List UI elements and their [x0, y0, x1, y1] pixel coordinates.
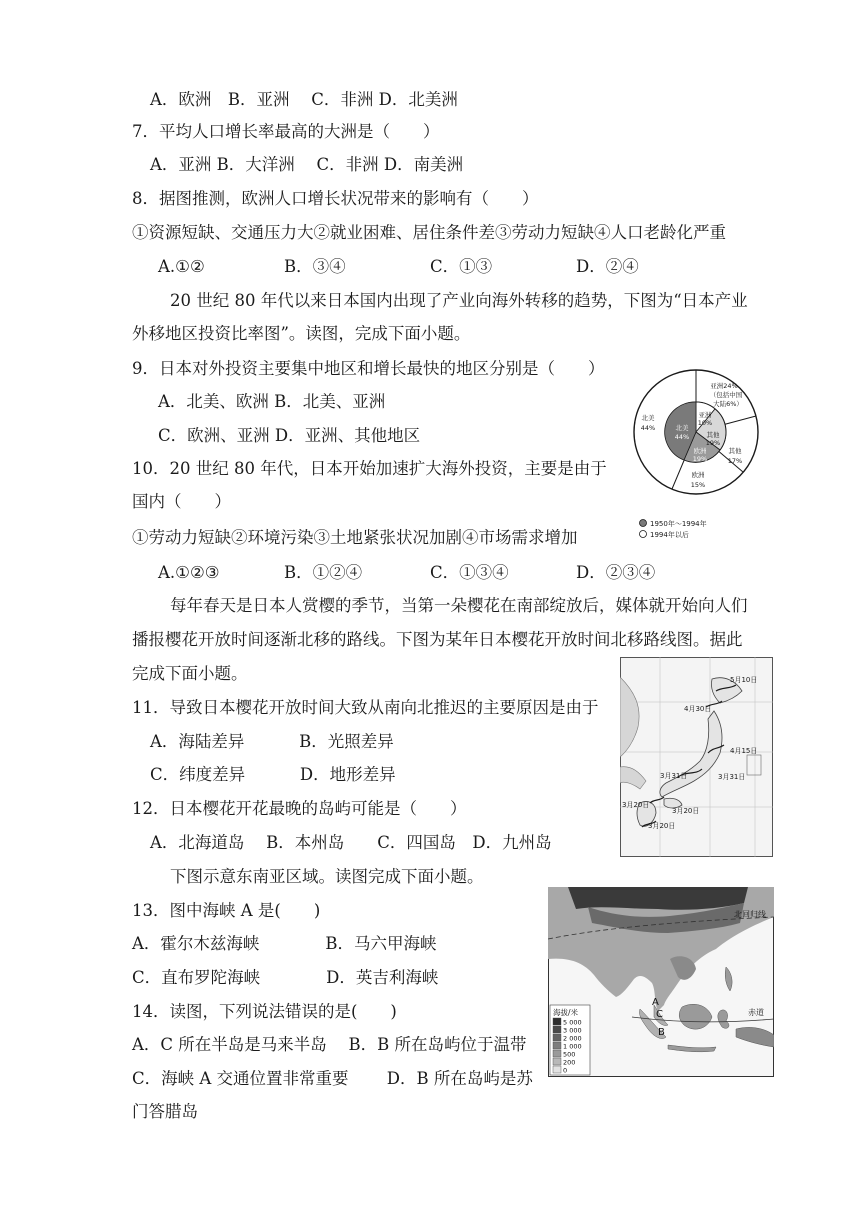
equator-label: 赤道 — [748, 1008, 764, 1017]
elevation-swatch — [553, 1058, 561, 1065]
q14-options-1: A．C 所在半岛是马来半岛 B．B 所在岛屿位于温带 — [132, 1035, 527, 1054]
q10-options — [158, 562, 655, 584]
passage-3: 下图示意东南亚区域。读图完成下面小题。 — [170, 867, 484, 886]
strait-letter-a: A — [652, 997, 659, 1008]
southeast-asia-map — [548, 887, 774, 1077]
elevation-value-label: 3 000 — [563, 1026, 582, 1035]
q14-options-2: C．海峡 A 交通位置非常重要 D．B 所在岛屿是苏 — [132, 1069, 533, 1088]
outer-label-other: 其他 — [728, 447, 742, 455]
legend-label-1950-1994: 1950年～1994年 — [650, 520, 707, 528]
elevation-value-label: 0 — [563, 1066, 568, 1075]
date-label-8: 3月20日 — [648, 822, 676, 830]
q11-options-1: A．海陆差异 B．光照差异 — [150, 732, 394, 751]
elevation-legend — [550, 1005, 590, 1075]
date-label-2: 4月30日 — [684, 705, 712, 713]
island-letter-b: B — [658, 1027, 665, 1038]
question-13: 13．图中海峡 A 是( ) — [132, 901, 321, 920]
q9-options-1: A．北美、欧洲 B．北美、亚洲 — [158, 392, 386, 411]
q7-options: A．亚洲 B．大洋洲 C．非洲 D．南美洲 — [150, 155, 464, 174]
question-10-line-2: 国内（ ） — [132, 492, 231, 511]
plateau-region — [568, 887, 748, 910]
q8-statements: ①资源短缺、交通压力大②就业困难、居住条件差③劳动力短缺④人口老龄化严重 — [132, 223, 726, 242]
elevation-swatch — [553, 1034, 561, 1041]
inner-label-asia-pct: 10% — [697, 419, 713, 427]
q10-option-c: C．①③④ — [430, 563, 509, 582]
peninsula-letter-c: C — [656, 1009, 663, 1020]
date-label-6: 3月20日 — [622, 801, 650, 809]
elevation-swatch — [553, 1026, 561, 1033]
q8-option-a: A.①② — [158, 257, 205, 276]
q8-option-b: B．③④ — [284, 257, 346, 276]
elevation-swatch — [553, 1018, 561, 1025]
q13-options-2: C．直布罗陀海峡 D．英吉利海峡 — [132, 968, 439, 987]
inner-label-north-america: 北美 — [675, 424, 689, 432]
inner-label-other-pct: 19% — [705, 439, 721, 447]
inner-label-europe: 欧洲 — [693, 447, 707, 455]
outer-label-europe: 欧洲 — [691, 471, 705, 479]
q14-options-3: 门答腊岛 — [132, 1102, 198, 1121]
passage-2-line-2: 播报樱花开放时间逐渐北移的路线。下图为某年日本樱花开放时间北移路线图。据此 — [132, 630, 743, 649]
outer-label-asia: 亚洲24% — [710, 382, 738, 390]
outer-label-north-america: 北美 — [641, 414, 655, 422]
q9-options-2: C．欧洲、亚洲 D．亚洲、其他地区 — [158, 426, 421, 445]
inner-label-other: 其他 — [706, 431, 720, 439]
elevation-legend-title: 海拔/米 — [553, 1008, 579, 1017]
tropic-label: 北回归线 — [734, 910, 766, 919]
elevation-value-label: 2 000 — [563, 1034, 582, 1043]
question-7: 7．平均人口增长率最高的大洲是（ ） — [132, 122, 440, 141]
question-12: 12．日本樱花开花最晚的岛屿可能是（ ） — [132, 799, 467, 818]
date-label-7: 3月20日 — [672, 807, 700, 815]
japan-investment-pie-figure — [632, 350, 760, 550]
elevation-swatch — [553, 1066, 561, 1073]
q8-option-d: D．②④ — [576, 257, 639, 276]
question-10-line-1: 10．20 世纪 80 年代，日本开始加速扩大海外投资，主要是由于 — [132, 459, 607, 478]
elevation-swatch — [553, 1050, 561, 1057]
q6-options: A．欧洲 B．亚洲 C．非洲 D．北美洲 — [150, 90, 458, 109]
elevation-value-label: 1 000 — [563, 1042, 582, 1051]
outer-label-north-america-pct: 44% — [640, 424, 656, 432]
q10-option-a: A.①②③ — [158, 563, 220, 582]
outer-label-asia-sub2: 大陆6%） — [713, 400, 743, 408]
q10-option-b: B．①②④ — [284, 563, 363, 582]
outer-label-other-pct: 17% — [727, 457, 743, 465]
passage-2-line-1: 每年春天是日本人赏樱的季节，当第一朵樱花在南部绽放后，媒体就开始向人们 — [170, 596, 748, 615]
q11-options-2: C．纬度差异 D．地形差异 — [150, 765, 396, 784]
q8-option-c: C．①③ — [430, 257, 493, 276]
question-8: 8．据图推测，欧洲人口增长状况带来的影响有（ ） — [132, 189, 539, 208]
inner-label-north-america-pct: 44% — [674, 433, 690, 441]
q8-options — [158, 256, 639, 278]
question-9: 9．日本对外投资主要集中地区和增长最快的地区分别是（ ） — [132, 359, 605, 378]
legend-label-after-1994: 1994年以后 — [650, 531, 689, 539]
elevation-value-label: 5 000 — [563, 1018, 582, 1027]
passage-2-line-3: 完成下面小题。 — [132, 664, 248, 683]
outer-label-europe-pct: 15% — [690, 481, 706, 489]
elevation-value-label: 500 — [563, 1050, 576, 1059]
q12-options: A．北海道岛 B．本州岛 C．四国岛 D．九州岛 — [150, 833, 552, 852]
japan-sakura-map — [620, 657, 773, 857]
passage-1-line-2: 外移地区投资比率图”。读图，完成下面小题。 — [132, 324, 471, 343]
date-label-4: 3月31日 — [660, 772, 688, 780]
passage-1-line-1: 20 世纪 80 年代以来日本国内出现了产业向海外转移的趋势，下图为“日本产业 — [170, 291, 748, 310]
date-label-1: 5月10日 — [730, 676, 758, 684]
q13-options-1: A．霍尔木兹海峡 B．马六甲海峡 — [132, 934, 437, 953]
q10-statements: ①劳动力短缺②环境污染③土地紧张状况加剧④市场需求增加 — [132, 528, 578, 547]
outer-label-asia-sub: （包括中国 — [709, 391, 743, 399]
date-label-5: 3月31日 — [718, 773, 746, 781]
q10-option-d: D．②③④ — [576, 563, 656, 582]
question-11: 11．导致日本樱花开放时间大致从南向北推迟的主要原因是由于 — [132, 698, 599, 717]
question-14: 14．读图，下列说法错误的是( ) — [132, 1002, 397, 1021]
elevation-value-label: 200 — [563, 1058, 576, 1067]
date-label-3: 4月15日 — [730, 747, 758, 755]
inner-label-europe-pct: 19% — [692, 455, 708, 463]
inner-label-asia: 亚洲 — [698, 411, 712, 419]
elevation-swatch — [553, 1042, 561, 1049]
pie-legend — [640, 519, 707, 539]
